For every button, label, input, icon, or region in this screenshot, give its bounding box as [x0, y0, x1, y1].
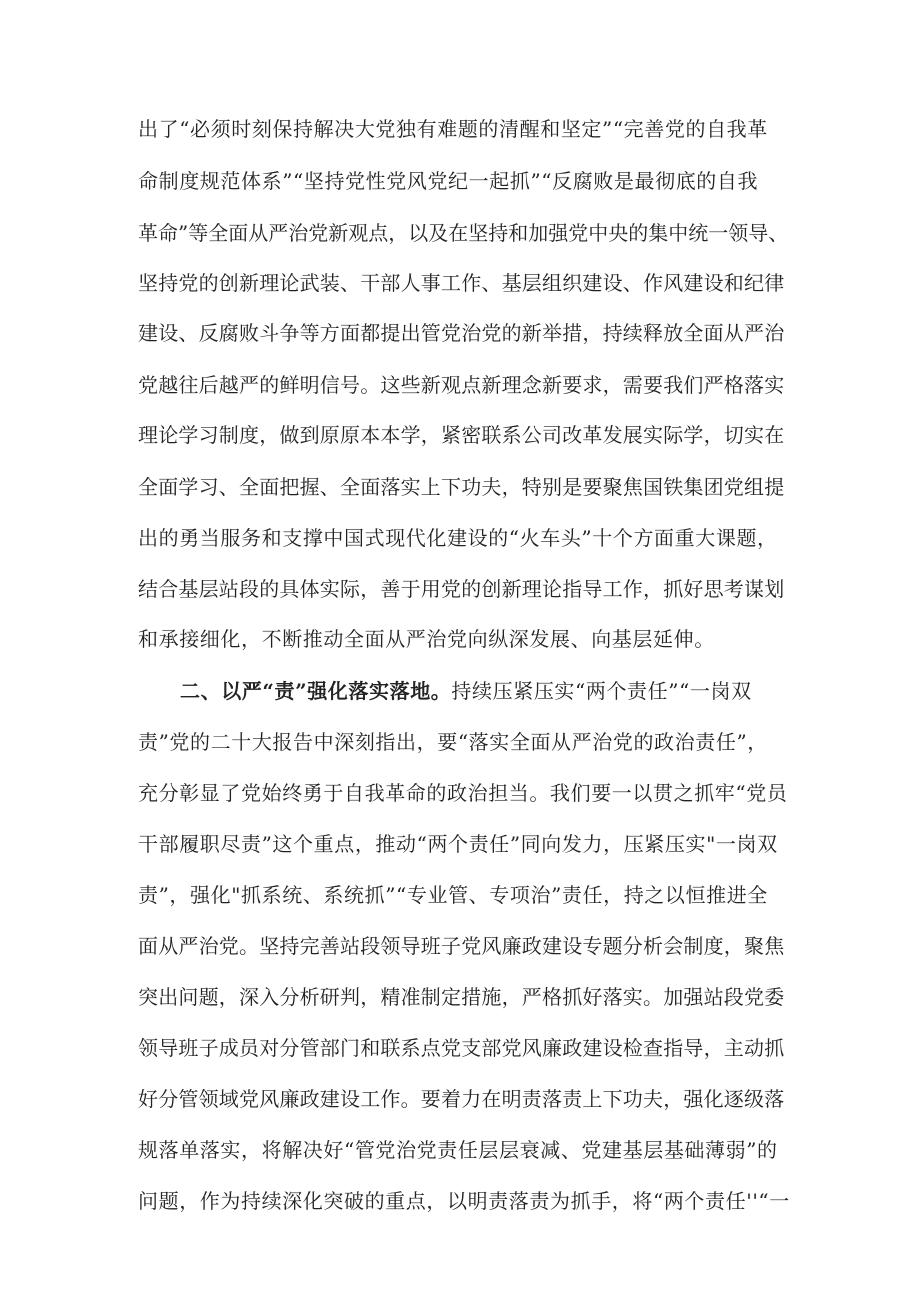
text-line: 革命”等全面从严治党新观点，以及在坚持和加强党中央的集中统一领导、 — [138, 221, 789, 245]
text-line: 责”党的二十大报告中深刻指出，要“落实全面从严治党的政治责任”， — [138, 730, 768, 754]
text-line: 规落单落实，将解决好“管党治党责任层层衰减、党建基层基础薄弱”的 — [138, 1138, 778, 1162]
text-line: 出了“必须时刻保持解决大党独有难题的清醒和坚定”“完善党的自我革 — [138, 117, 768, 141]
text-line: 责”，强化"抓系统、系统抓”“专业管、专项治”责任，持之以恒推进全 — [138, 883, 768, 907]
text-line: 理论学习制度，做到原原本本学，紧密联系公司改革发展实际学，切实在 — [138, 423, 785, 447]
text-line: 建设、反腐败斗争等方面都提出管党治党的新举措，持续释放全面从严治 — [138, 321, 785, 345]
text-line: 好分管领域党风廉政建设工作。要着力在明责落责上下功夫，强化逐级落 — [138, 1087, 785, 1111]
text-line: 面从严治党。坚持完善站段领导班子党风廉政建设专题分析会制度，聚焦 — [138, 934, 785, 958]
text-line: 坚持党的创新理论武装、干部人事工作、基层组织建设、作风建设和纪律 — [138, 271, 785, 295]
text-line: 全面学习、全面把握、全面落实上下功夫，特别是要聚焦国铁集团党组提 — [138, 475, 785, 499]
text-line: 突出问题，深入分析研判，精准制定措施，严格抓好落实。加强站段党委 — [138, 985, 785, 1009]
text-line: 出的勇当服务和支撑中国式现代化建设的“火车头”十个方面重大课题， — [138, 526, 778, 550]
text-line: 命制度规范体系”“坚持党性党风党纪一起抓”“反腐败是最彻底的自我 — [138, 169, 759, 193]
text-line: 领导班子成员对分管部门和联系点党支部党风廉政建设检查指导，主动抓 — [138, 1036, 785, 1060]
section-heading: 二、以严“责”强化落实落地。 — [180, 679, 452, 703]
text-span: 持续压紧压实“两个责任”“一岗双 — [451, 679, 752, 703]
text-line: 充分彰显了党始终勇于自我革命的政治担当。我们要一以贯之抓牢“党员 — [138, 781, 788, 805]
text-line: 党越往后越严的鲜明信号。这些新观点新理念新要求，需要我们严格落实 — [138, 373, 785, 397]
text-line: 干部履职尽责”这个重点，推动“两个责任”同向发力，压紧压实"一岗双 — [138, 832, 778, 856]
text-line: 和承接细化，不断推动全面从严治党向纵深发展、向基层延伸。 — [138, 627, 715, 651]
text-line: 结合基层站段的具体实际，善于用党的创新理论指导工作，抓好思考谋划 — [138, 577, 785, 601]
paragraph-first-line — [180, 676, 752, 706]
text-line: 问题，作为持续深化突破的重点，以明责落责为抓手，将“两个责任''“一 — [138, 1189, 790, 1213]
